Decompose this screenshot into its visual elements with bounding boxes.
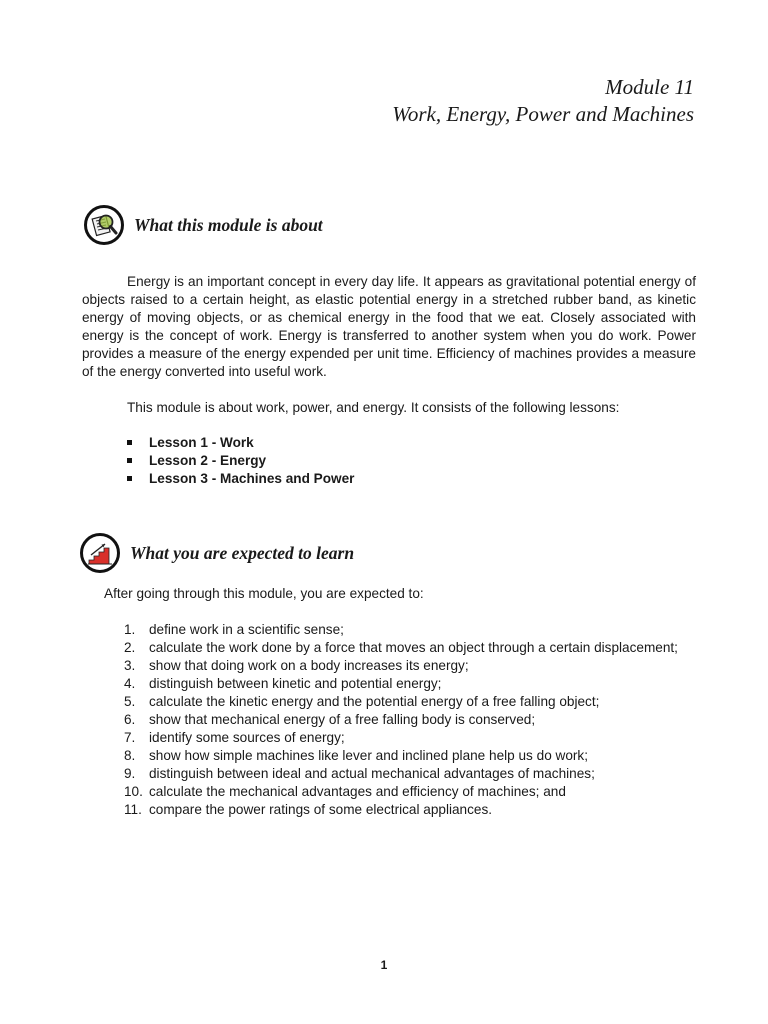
item-text: distinguish between ideal and actual mechanical advantages of machines; [149,766,595,781]
item-text: compare the power ratings of some electrical appliances. [149,802,493,817]
section-expected-heading [80,533,354,573]
bullet-icon [127,476,132,481]
bullet-icon [127,440,132,445]
list-item [124,765,696,783]
bullet-icon [127,458,132,463]
item-text: show how simple machines like lever and inclined plane help us do work; [149,748,589,763]
module-number: Module 11 [605,75,694,99]
objectives-list [124,621,696,819]
item-text: show that mechanical energy of a free falling body is conserved; [149,712,536,727]
module-heading [392,74,694,128]
module-subtitle: Work, Energy, Power and Machines [392,102,694,126]
list-item [124,747,696,765]
lesson-label: Lesson 3 - Machines and Power [149,471,355,486]
stairs-arrow-icon [80,533,120,573]
list-item [124,729,696,747]
item-number: 9. [124,766,136,781]
item-text: calculate the kinetic energy and the potential energy of a free falling object; [149,694,600,709]
item-number: 1. [124,622,136,637]
item-number: 2. [124,640,136,655]
list-item [124,621,696,639]
list-item [124,783,696,801]
item-number: 7. [124,730,136,745]
list-item [124,675,696,693]
item-number: 11. [124,802,142,817]
list-item [127,470,354,488]
list-item [124,711,696,729]
item-number: 10. [124,784,143,799]
lessons-list [127,434,354,488]
item-text: identify some sources of energy; [149,730,345,745]
item-number: 3. [124,658,136,673]
section-about-heading [84,205,323,245]
list-item [124,693,696,711]
item-number: 6. [124,712,136,727]
lesson-label: Lesson 2 - Energy [149,453,267,468]
list-item [124,639,696,657]
page-number: 1 [380,958,388,972]
lesson-label: Lesson 1 - Work [149,435,254,450]
item-text: calculate the work done by a force that moves an object through a certain displacement; [149,640,678,655]
magnifier-document-icon [84,205,124,245]
list-item [127,434,354,452]
list-item [124,657,696,675]
section-about-title: What this module is about [134,214,323,235]
item-text: distinguish between kinetic and potential energy; [149,676,442,691]
item-text: show that doing work on a body increases its energy; [149,658,469,673]
item-number: 8. [124,748,136,763]
list-item [124,801,696,819]
list-item [127,452,354,470]
intro-paragraph: Energy is an important concept in every day life. It appears as gravitational potential energy of objects raised to a certain height, as elastic potential energy in a stretched rubber band, as kinetic energy of moving objects, or as chemical energy in the food that we eat. Closely associated with energy is the concept of work. Energy is transferred to another system when you do work. Power provides a measure of the energy expended per unit time. Efficiency of machines provides a measure of the energy converted into useful work. [82,274,696,379]
item-text: define work in a scientific sense; [149,622,344,637]
item-number: 4. [124,676,136,691]
item-number: 5. [124,694,136,709]
section-expected-title: What you are expected to learn [130,542,355,563]
objectives-intro: After going through this module, you are expected to: [104,586,424,601]
item-text: calculate the mechanical advantages and efficiency of machines; and [149,784,566,799]
lessons-intro: This module is about work, power, and energy. It consists of the following lessons: [127,400,620,415]
